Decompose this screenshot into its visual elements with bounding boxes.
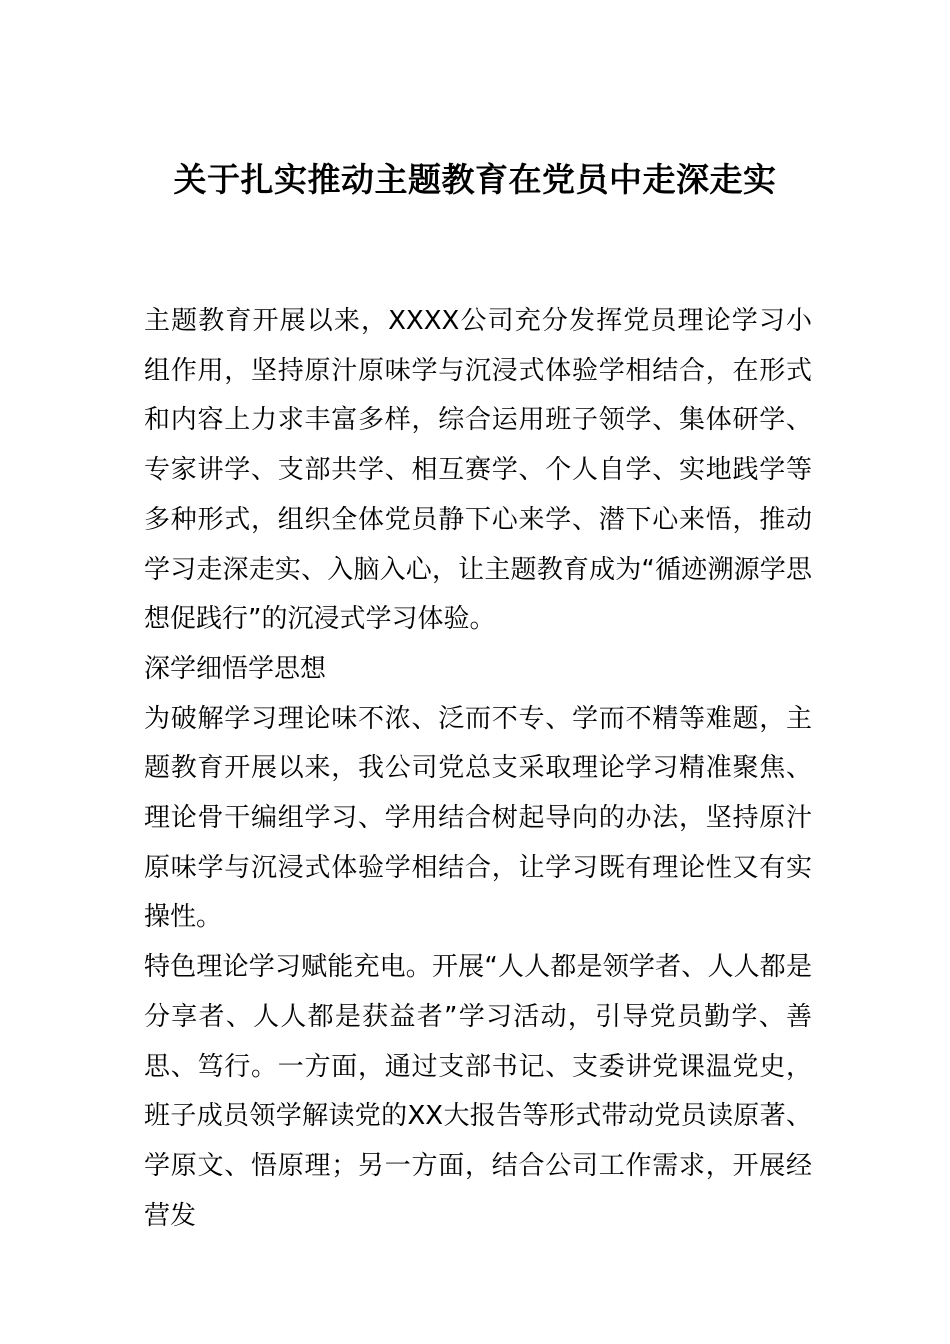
section-paragraph: 特色理论学习赋能充电。开展“人人都是领学者、人人都是分享者、人人都是获益者”学习活动，引导党员勤学、善思、笃行。一方面，通过支部书记、支委讲党课温党史，班子成员领学解读党的XX大报告等形式带动党员读原著、学原文、悟原理；另一方面，结合公司工作需求，开展经营发 <box>144 952 812 1231</box>
section-heading: 深学细悟学思想 <box>144 653 327 684</box>
intro-paragraph: 主题教育开展以来，XXXX公司充分发挥党员理论学习小组作用，坚持原汁原味学与沉浸式体验学相结合，在形式和内容上力求丰富多样，综合运用班子领学、集体研学、专家讲学、支部共学、相互赛学、个人自学、实地践学等多种形式，组织全体党员静下心来学、潜下心来悟，推动学习走深走实、入脑入心，让主题教育成为“循迹溯源学思想促践行”的沉浸式学习体验。 <box>144 306 812 635</box>
document-title: 关于扎实推动主题教育在党员中走深走实 <box>173 160 777 199</box>
document-body <box>144 297 812 1241</box>
section-paragraph: 为破解学习理论味不浓、泛而不专、学而不精等难题，主题教育开展以来，我公司党总支采取理论学习精准聚焦、理论骨干编组学习、学用结合树起导向的办法，坚持原汁原味学与沉浸式体验学相结合，让学习既有理论性又有实操性。 <box>144 703 812 933</box>
